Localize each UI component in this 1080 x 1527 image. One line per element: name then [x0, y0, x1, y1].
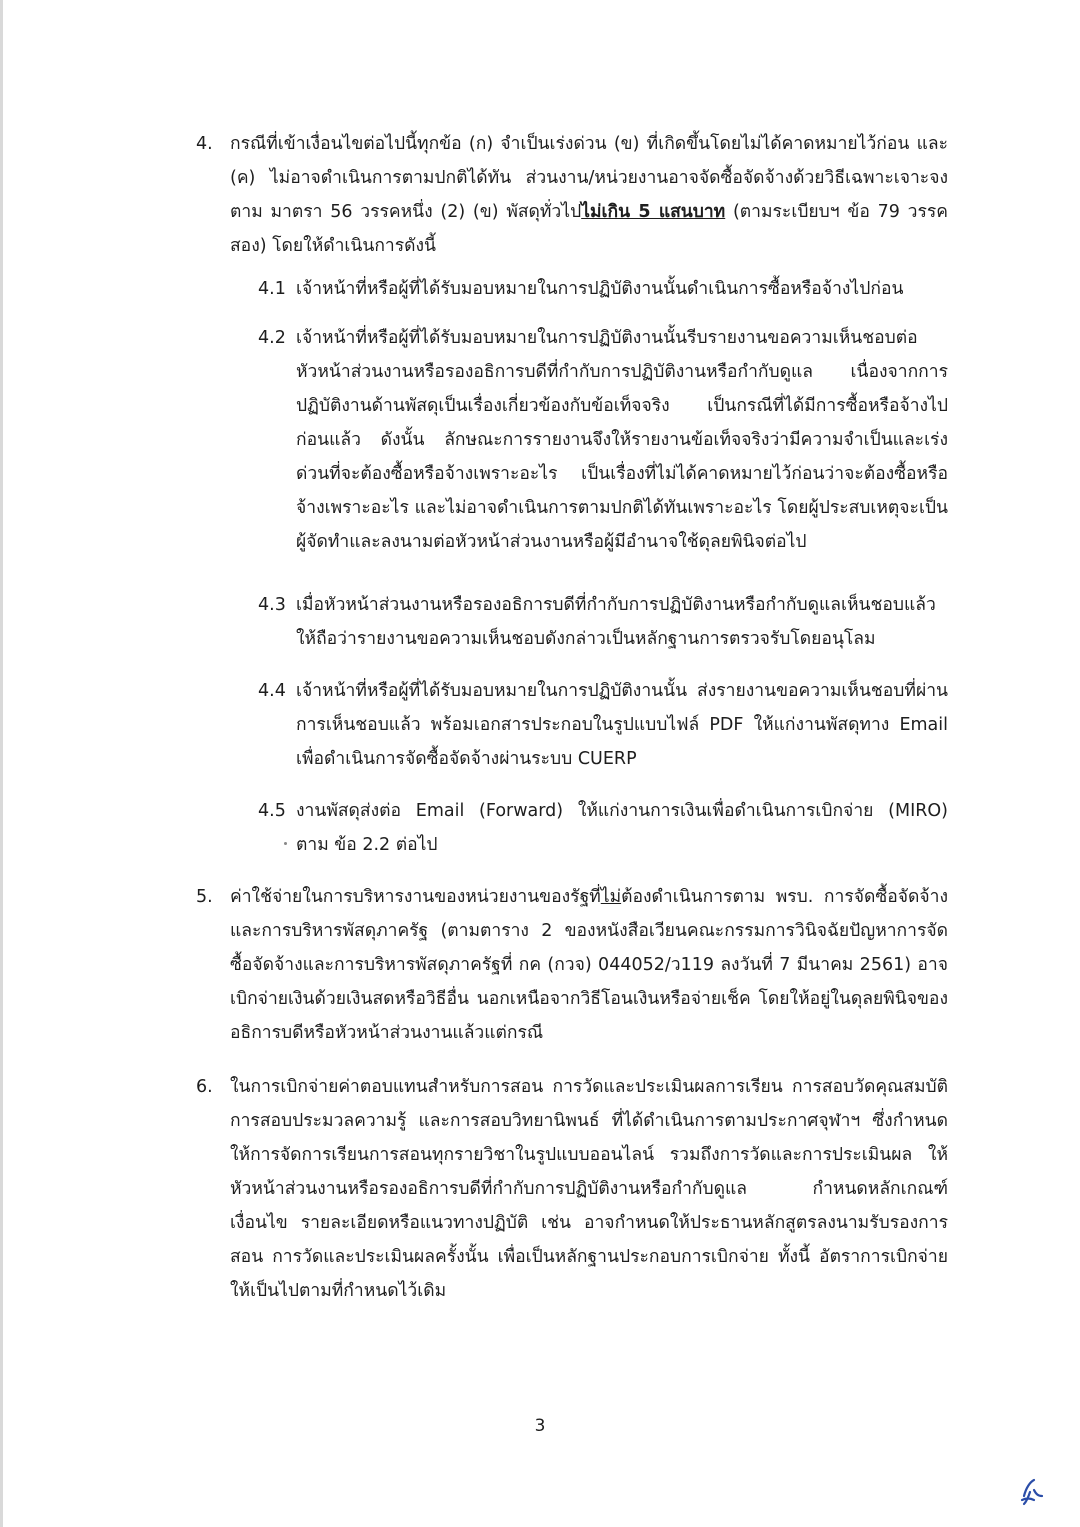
item-4-5 [258, 794, 948, 862]
page-edge [0, 0, 3, 1527]
section-4-emphasis: ไม่เกิน 5 แสนบาท [581, 202, 726, 222]
item-4-4-text: เจ้าหน้าที่หรือผู้ที่ได้รับมอบหมายในการปฏิบัติงานนั้น ส่งรายงานขอความเห็นชอบที่ผ่านการเห็นชอบแล้ว พร้อมเอกสารประกอบในรูปแบบไฟล์ PDF ให้แก่งานพัสดุทาง Email เพื่อดำเนินการจัดซื้อจัดจ้างผ่านระบบ CUERP [296, 681, 948, 769]
item-4-2-number: 4.2 [258, 328, 286, 348]
stray-dot [284, 842, 287, 845]
section-5-text: ค่าใช้จ่ายในการบริหารงานของหน่วยงานของรัฐที่ไม่ต้องดำเนินการตาม พรบ. การจัดซื้อจัดจ้างและการบริหารพัสดุภาครัฐ (ตามตาราง 2 ของหนังสือเวียนคณะกรรมการวินิจฉัยปัญหาการจัดซื้อจัดจ้างและการบริหารพัสดุภาครัฐที่ กค (กวจ) 044052/ว119 ลงวันที่ 7 มีนาคม 2561) อาจเบิกจ่ายเงินด้วยเงินสดหรือวิธีอื่น นอกเหนือจากวิธีโอนเงินหรือจ่ายเช็ค โดยให้อยู่ในดุลยพินิจของอธิการบดีหรือหัวหน้าส่วนงานแล้วแต่กรณี [230, 887, 948, 1043]
item-4-1-text: เจ้าหน้าที่หรือผู้ที่ได้รับมอบหมายในการปฏิบัติงานนั้นดำเนินการซื้อหรือจ้างไปก่อน [296, 279, 904, 299]
item-4-3-text: เมื่อหัวหน้าส่วนงานหรือรองอธิการบดีที่กำกับการปฏิบัติงานหรือกำกับดูแลเห็นชอบแล้ว ให้ถือว่ารายงานขอความเห็นชอบดังกล่าวเป็นหลักฐานการตรวจรับโดยอนุโลม [296, 595, 936, 649]
item-4-3-number: 4.3 [258, 595, 286, 615]
section-4-text: กรณีที่เข้าเงื่อนไขต่อไปนี้ทุกข้อ (ก) จำเป็นเร่งด่วน (ข) ที่เกิดขึ้นโดยไม่ได้คาดหมายไว้ก่อน และ (ค) ไม่อาจดำเนินการตามปกติได้ทัน ส่วนงาน/หน่วยงานอาจจัดซื้อจัดจ้างด้วยวิธีเฉพาะเจาะจง ตาม มาตรา 56 วรรคหนึ่ง (2) (ข) พัสดุทั่วไปไม่เกิน 5 แสนบาท (ตามระเบียบฯ ข้อ 79 วรรคสอง) โดยให้ดำเนินการดังนี้ [230, 134, 948, 256]
item-4-5-text: งานพัสดุส่งต่อ Email (Forward) ให้แก่งานการเงินเพื่อดำเนินการเบิกจ่าย (MIRO) ตาม ข้อ 2.2 ต่อไป [296, 801, 948, 855]
section-5-emphasis: ไม่ [600, 887, 622, 907]
item-4-1-number: 4.1 [258, 279, 286, 299]
item-4-4 [258, 674, 948, 776]
section-5-number: 5. [196, 887, 213, 907]
item-4-4-number: 4.4 [258, 681, 286, 701]
item-4-5-number: 4.5 [258, 801, 286, 821]
item-4-2 [258, 321, 948, 559]
page-number: 3 [534, 1416, 546, 1436]
handwritten-initial-mark [1010, 1470, 1050, 1510]
item-4-1 [258, 272, 948, 306]
section-4 [196, 127, 948, 263]
section-4-number: 4. [196, 134, 213, 154]
section-6-number: 6. [196, 1077, 213, 1097]
item-4-2-text: เจ้าหน้าที่หรือผู้ที่ได้รับมอบหมายในการปฏิบัติงานนั้นรีบรายงานขอความเห็นชอบต่อหัวหน้าส่วนงานหรือรองอธิการบดีที่กำกับการปฏิบัติงานหรือกำกับดูแล เนื่องจากการปฏิบัติงานด้านพัสดุเป็นเรื่องเกี่ยวข้องกับข้อเท็จจริง เป็นกรณีที่ได้มีการซื้อหรือจ้างไปก่อนแล้ว ดังนั้น ลักษณะการรายงานจึงให้รายงานข้อเท็จจริงว่ามีความจำเป็นและเร่งด่วนที่จะต้องซื้อหรือจ้างเพราะอะไร เป็นเรื่องที่ไม่ได้คาดหมายไว้ก่อนว่าจะต้องซื้อหรือจ้างเพราะอะไร และไม่อาจดำเนินการตามปกติได้ทันเพราะอะไร โดยผู้ประสบเหตุจะเป็นผู้จัดทำและลงนามต่อหัวหน้าส่วนงานหรือผู้มีอำนาจใช้ดุลยพินิจต่อไป [296, 328, 948, 552]
section-6-text: ในการเบิกจ่ายค่าตอบแทนสำหรับการสอน การวัดและประเมินผลการเรียน การสอบวัดคุณสมบัติ การสอบประมวลความรู้ และการสอบวิทยานิพนธ์ ที่ได้ดำเนินการตามประกาศจุฬาฯ ซึ่งกำหนดให้การจัดการเรียนการสอนทุกรายวิชาในรูปแบบออนไลน์ รวมถึงการวัดและการประเมินผล ให้หัวหน้าส่วนงานหรือรองอธิการบดีที่กำกับการปฏิบัติงานหรือกำกับดูแล กำหนดหลักเกณฑ์ เงื่อนไข รายละเอียดหรือแนวทางปฏิบัติ เช่น อาจกำหนดให้ประธานหลักสูตรลงนามรับรองการสอน การวัดและประเมินผลครั้งนั้น เพื่อเป็นหลักฐานประกอบการเบิกจ่าย ทั้งนี้ อัตราการเบิกจ่ายให้เป็นไปตามที่กำหนดไว้เดิม [230, 1077, 948, 1301]
item-4-3 [258, 588, 948, 656]
section-5 [196, 880, 948, 1050]
section-6 [196, 1070, 948, 1308]
